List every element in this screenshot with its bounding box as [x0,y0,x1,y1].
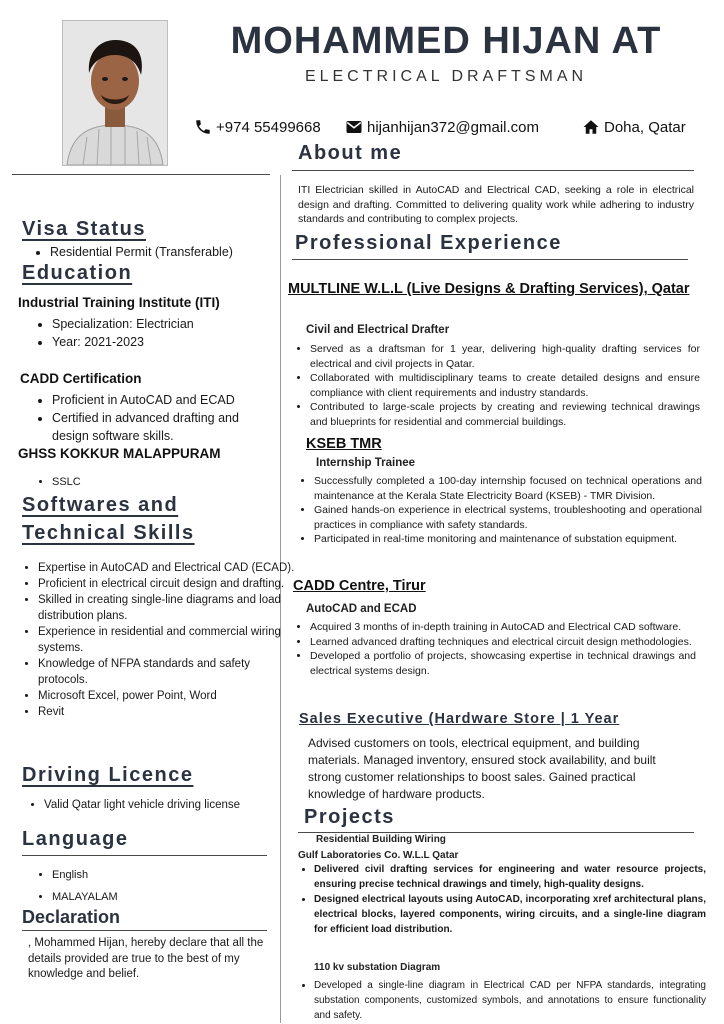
candidate-name: MOHAMMED HIJAN AT [230,20,662,62]
list-item: • Learned advanced drafting techniques and electrical circuit design methodologies. [310,635,696,650]
list-item: • Collaborated with multidisciplinary teams to create detailed designs and ensure compliance with client requirements and industry standards. [310,371,700,400]
projects-heading: Projects [304,806,395,828]
list-item: • Contributed to large-scale projects by creating and reviewing technical drawings and blueprints for residential and commercial buildings. [310,400,700,429]
list-item: • Served as a draftsman for 1 year, delivering high-quality drafting services for electrical and civil projects in Qatar. [310,342,700,371]
list-item: • Developed a single-line diagram in Electrical CAD per NFPA standards, integrating substation components, customized symbols, and annotations to ensure functionality and safety. [314,978,706,1023]
iti-list [34,315,288,351]
location-contact [582,118,686,136]
language-list [34,864,252,908]
list-item: • Developed a portfolio of projects, showcasing expertise in technical drawings and electrical systems design. [310,649,696,678]
job-title: ELECTRICAL DRAFTSMAN [304,68,588,85]
project-company: Gulf Laboratories Co. W.L.L Qatar [298,850,459,861]
job-company: CADD Centre, Tirur [293,578,426,594]
list-item: • Valid Qatar light vehicle driving license [44,796,294,814]
profile-photo [62,20,168,166]
list-item: • Skilled in creating single-line diagrams and load distribution plans. [38,592,296,624]
project-items [300,862,706,937]
list-item: • MALAYALAM [52,886,252,908]
experience-underline [292,259,688,260]
list-item: • Designed electrical layouts using AutoCAD, incorporating xref architectural plans, electrical blocks, layered components, wiring circuits, and a single-line diagram for efficient load distribution. [314,892,706,937]
list-item: • Revit [38,704,296,720]
education-heading: Education [22,262,133,284]
licence-list [26,796,294,814]
list-item: • Knowledge of NFPA standards and safety protocols. [38,656,296,688]
job-duties [296,342,700,429]
job-role: Civil and Electrical Drafter [306,324,450,336]
list-item: • Residential Permit (Transferable) [50,243,290,261]
phone-contact [194,118,321,136]
cadd-title: CADD Certification [20,371,142,386]
left-divider [12,174,270,175]
iti-title: Industrial Training Institute (ITI) [18,295,220,310]
about-heading: About me [298,142,403,164]
declaration-heading: Declaration [22,907,121,927]
job-duties [296,620,696,678]
job-summary: Advised customers on tools, electrical equipment, and building materials. Managed inventory, ensured stock availability, and built strong customer relationships to boost sales. Gained practical knowledge of hardware products. [308,736,656,801]
licence-heading: Driving Licence [22,764,194,786]
visa-list [32,243,290,261]
list-item: • Successfully completed a 100-day internship focused on technical operations and maintenance at the Kerala State Electricity Board (KSEB) - TMR Division. [314,474,702,503]
declaration-text: , Mohammed Hijan, hereby declare that all the details provided are true to the best of my knowledge and belief. [28,937,264,980]
list-item: • Expertise in AutoCAD and Electrical CAD (ECAD). [38,560,296,576]
language-heading: Language [22,828,129,850]
language-underline [22,855,267,856]
phone-icon [194,118,212,136]
ghss-list [34,473,272,491]
list-item: • Participated in real-time monitoring and maintenance of substation equipment. [314,532,702,547]
list-item: • Specialization: Electrician [52,315,288,333]
job-role: AutoCAD and ECAD [306,603,417,615]
skills-list [20,560,296,720]
job-company: KSEB TMR [306,436,382,452]
skills-heading-line1: Softwares and [22,494,179,516]
project-items [300,978,706,1023]
list-item: • Year: 2021-2023 [52,333,288,351]
right-divider [292,170,694,171]
list-item: • Acquired 3 months of in-depth training in AutoCAD and Electrical CAD software. [310,620,696,635]
location-text: Doha, Qatar [604,118,686,136]
about-text: ITI Electrician skilled in AutoCAD and Electrical CAD, seeking a role in electrical design and drafting. Committed to delivering quality work while adhering to industry standards and contributing to complex projects. [298,184,694,225]
list-item: • Experience in residential and commercial wiring systems. [38,624,296,656]
job-duties [300,474,702,547]
declaration-underline [22,930,267,931]
person-portrait-icon [63,21,167,165]
job-role: Internship Trainee [316,457,416,469]
list-item: • Proficient in AutoCAD and ECAD [52,391,262,409]
experience-heading: Professional Experience [295,232,562,254]
phone-number: +974 55499668 [216,118,321,136]
list-item: • Delivered civil drafting services for engineering and water resource projects, ensuring precise technical drawings and timely, high-quality designs. [314,862,706,892]
list-item: • SSLC [52,473,272,491]
home-icon [582,118,600,136]
list-item: • Certified in advanced drafting and design software skills. [52,409,262,445]
cadd-list [34,391,262,445]
list-item: • Microsoft Excel, power Point, Word [38,688,296,704]
list-item: • Proficient in electrical circuit design and drafting. [38,576,296,592]
envelope-icon [345,118,363,136]
email-address: hijanhijan372@gmail.com [367,118,539,136]
job-company: Sales Executive (Hardware Store | 1 Year [299,711,620,727]
ghss-title: GHSS KOKKUR MALAPPURAM [18,446,221,461]
project-title: 110 kv substation Diagram [314,962,441,973]
job-company: MULTLINE W.L.L (Live Designs & Drafting Services), Qatar [288,281,690,297]
visa-heading: Visa Status [22,218,146,240]
project-title: Residential Building Wiring [316,834,446,845]
list-item: • Gained hands-on experience in electrical systems, troubleshooting and operational practices in compliance with safety standards. [314,503,702,532]
skills-heading-line2: Technical Skills [22,522,195,544]
list-item: • English [52,864,252,886]
email-contact [345,118,539,136]
projects-underline [298,832,694,833]
